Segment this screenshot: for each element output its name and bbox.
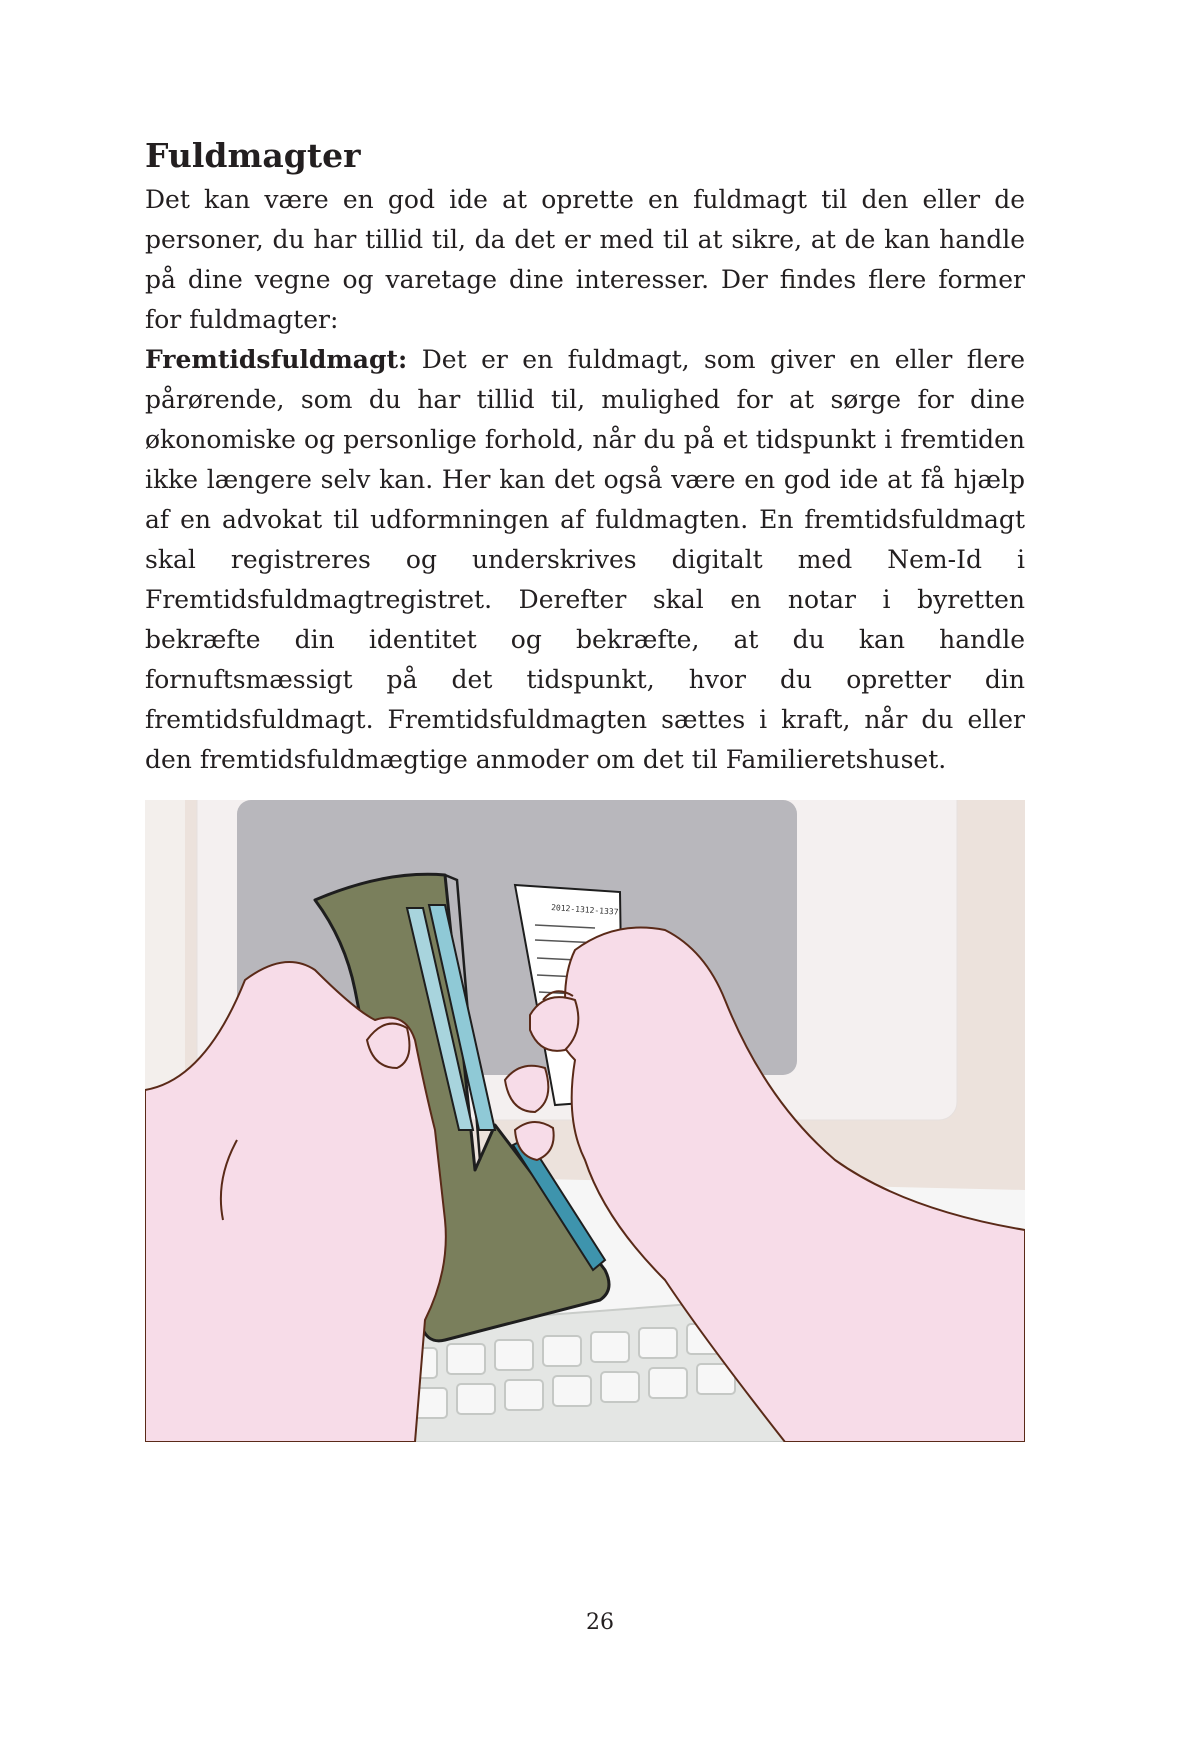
fremtidsfuldmagt-paragraph <box>145 340 1025 780</box>
wallet-illustration-svg <box>145 800 1025 1442</box>
paragraph-body: Det er en fuldmagt, som giver en eller flere pårørende, som du har tillid til, mulighed for at sørge for dine økonomiske og personlige forhold, når du på et tidspunkt i fremtiden ikke længere selv kan. Her kan det også være en god ide at få hjælp af en advokat til udformningen af fuldmagten. En fremtidsfuldmagt skal registreres og underskrives digitalt med Nem-Id i Fremtidsfuldmagtregistret. Derefter skal en notar i byretten bekræfte din identitet og bekræfte, at du kan handle fornuftsmæssigt på det tidspunkt, hvor du opretter din fremtidsfuldmagt. Fremtidsfuldmagten sættes i kraft, når du eller den fremtidsfuldmægtige anmoder om det til Familieretshuset. <box>145 345 1025 774</box>
card-number: 2012-1312-1337 <box>550 903 619 917</box>
paragraph-lead: Fremtidsfuldmagt: <box>145 345 408 374</box>
page-number: 26 <box>586 1610 614 1635</box>
section-heading: Fuldmagter <box>145 136 361 175</box>
wallet-illustration <box>145 800 1025 1442</box>
intro-paragraph: Det kan være en god ide at oprette en fuldmagt til den eller de personer, du har tillid til, da det er med til at sikre, at de kan handle på dine vegne og varetage dine interesser. Der findes flere former for fuldmagter: <box>145 185 1025 334</box>
